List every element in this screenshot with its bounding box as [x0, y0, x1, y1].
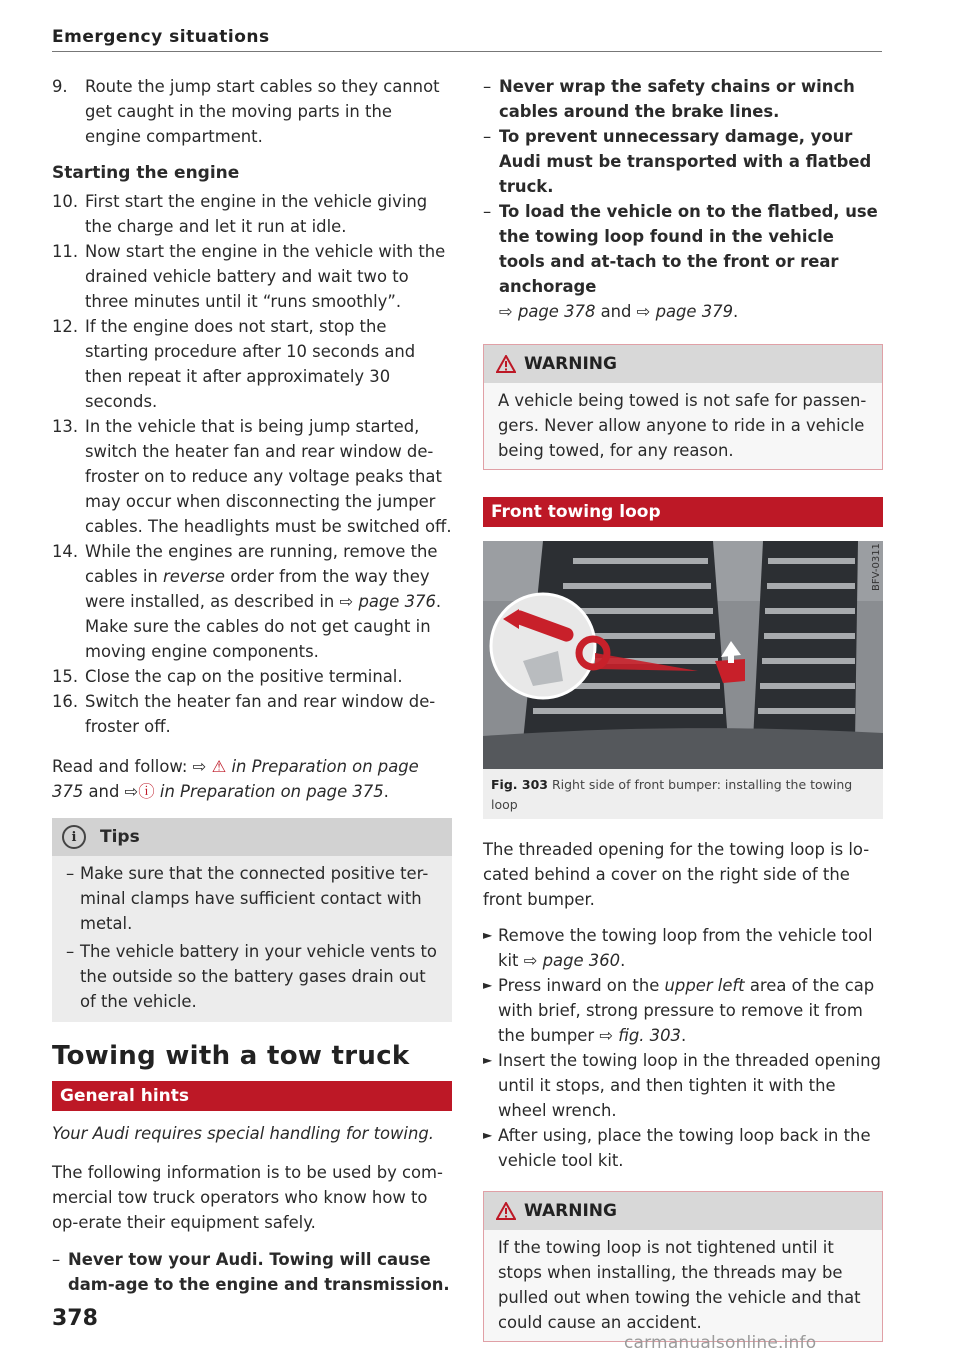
dash-bullet: – — [483, 202, 492, 221]
step-number: 14. — [52, 542, 79, 561]
threaded-opening-text: The threaded opening for the towing loop is lo-cated behind a cover on the right side of the front bumper. — [483, 840, 870, 909]
figure-reference-link[interactable]: ⇨ fig. 303 — [599, 1026, 681, 1045]
step-text: Close the cap on the positive terminal. — [85, 667, 403, 686]
tip-text: The vehicle battery in your vehicle vents to the outside so the battery gases drain out of the vehicle. — [80, 942, 437, 1011]
figure-label: Fig. 303 — [491, 777, 548, 792]
bold-instruction — [52, 1247, 452, 1297]
warning-triangle-icon — [496, 1202, 516, 1220]
tips-box — [52, 818, 452, 1022]
step-text: Switch the heater fan and rear window de-froster off. — [85, 692, 436, 736]
warning-label: WARNING — [524, 1200, 617, 1221]
action-steps — [483, 923, 883, 1173]
page-reference-link[interactable]: ⇨ page 379 — [636, 302, 734, 321]
figure-code: BFV-0311 — [871, 543, 882, 591]
step-number: 10. — [52, 192, 79, 211]
page-number: 378 — [52, 1306, 98, 1331]
starting-engine-heading: Starting the engine — [52, 163, 240, 183]
step-text: First start the engine in the vehicle giving the charge and let it run at idle. — [85, 192, 428, 236]
warning-text: A vehicle being towed is not safe for passen-gers. Never allow anyone to ride in a vehicle being towed, for any reason. — [498, 391, 867, 460]
chapter-title: Emergency situations — [52, 27, 270, 47]
bold-instruction-text: To prevent unnecessary damage, your Audi must be transported with a flatbed truck. — [499, 127, 872, 196]
step-number: 9. — [52, 77, 68, 96]
preparation-link[interactable]: in Preparation on page 375 — [52, 757, 419, 801]
warning-header — [484, 345, 882, 383]
dash-bullet: – — [66, 864, 75, 883]
step-13 — [52, 414, 452, 539]
bold-instruction-text: To load the vehicle on to the flatbed, use the towing loop found in the vehicle tools and at-tach to the front or rear anchorage — [499, 202, 878, 296]
page-reference-link[interactable]: ⇨ page 378 — [499, 302, 596, 321]
tip-item — [52, 861, 452, 936]
step-14 — [52, 539, 452, 664]
step-number: 11. — [52, 242, 79, 261]
step-9 — [52, 74, 452, 149]
step-text: In the vehicle that is being jump started, switch the heater fan and rear window de-froster on to reduce any voltage peaks that may occur when disconnecting the jumper cables. The headlights must be switched off. — [85, 417, 452, 536]
emphasis-reverse: reverse — [163, 567, 225, 586]
action-text-mid: area of the cap with brief, strong pressure to remove it from the bumper — [498, 976, 875, 1045]
towing-loop-illustration — [483, 541, 883, 769]
action-end: . — [680, 1026, 687, 1045]
front-towing-loop-heading: Front towing loop — [483, 497, 883, 527]
action-step — [483, 1048, 883, 1123]
step-text-mid: order from the way they were installed, as described in — [85, 567, 430, 611]
page-reference-link[interactable]: ⇨ page 360 — [523, 951, 621, 970]
dash-bullet: – — [52, 1250, 61, 1269]
step-number: 16. — [52, 692, 79, 711]
step-text: Route the jump start cables so they cannot get caught in the moving parts in the engine compartment. — [85, 77, 440, 146]
warning-box — [483, 344, 883, 470]
figure-caption-text: Right side of front bumper: installing the towing loop — [491, 777, 853, 812]
tips-label: Tips — [100, 826, 140, 847]
action-text: After using, place the towing loop back in the vehicle tool kit. — [498, 1126, 871, 1170]
read-follow-and: and ⇨ — [83, 782, 139, 801]
bold-instruction — [483, 199, 883, 324]
bold-instruction — [483, 124, 883, 199]
ref-end: . — [733, 302, 739, 321]
dash-bullet: – — [483, 77, 492, 96]
read-follow-pre: Read and follow: ⇨ — [52, 757, 212, 776]
emphasis-upper-left: upper left — [664, 976, 745, 995]
bold-instruction-text: Never wrap the safety chains or winch cables around the brake lines. — [499, 77, 855, 121]
step-text-post: . Make sure the cables do not get caught in moving engine components. — [85, 592, 442, 661]
ref-and: and — [595, 302, 637, 321]
warning-label: WARNING — [524, 353, 617, 374]
section-title: Towing with a tow truck — [52, 1041, 410, 1071]
bold-instruction — [483, 74, 883, 124]
warning-triangle-icon — [496, 355, 516, 373]
bold-instruction-text: Never tow your Audi. Towing will cause dam-age to the engine and transmission. — [68, 1250, 450, 1294]
step-number: 15. — [52, 667, 79, 686]
step-15 — [52, 664, 452, 689]
tip-item — [52, 939, 452, 1014]
dash-bullet: – — [66, 942, 75, 961]
triangle-bullet-icon: ► — [483, 1053, 493, 1067]
step-16 — [52, 689, 452, 739]
read-and-follow — [52, 754, 452, 804]
warning-text: If the towing loop is not tightened until it stops when installing, the threads may be pulled out when towing the vehicle and that could cause an accident. — [498, 1238, 861, 1332]
header-divider — [52, 51, 882, 52]
figure-303 — [483, 541, 883, 819]
step-12 — [52, 314, 452, 414]
dash-bullet: – — [483, 127, 492, 146]
tips-header — [52, 818, 452, 856]
action-step — [483, 973, 883, 1048]
warning-header — [484, 1192, 882, 1230]
info-circle-icon: i — [62, 825, 86, 849]
page-reference-link[interactable]: ⇨ page 376 — [339, 592, 436, 611]
left-column — [52, 74, 452, 1297]
general-hints-heading: General hints — [52, 1081, 452, 1111]
step-11 — [52, 239, 452, 314]
caution-circle-icon: ⓘ — [138, 782, 155, 801]
action-text: Press inward on the — [498, 976, 665, 995]
triangle-bullet-icon: ► — [483, 978, 493, 992]
step-text: Now start the engine in the vehicle with the drained vehicle battery and wait two to three minutes until it “runs smoothly”. — [85, 242, 446, 311]
triangle-bullet-icon: ► — [483, 1128, 493, 1142]
tip-text: Make sure that the connected positive ter-minal clamps have sufficient contact with metal. — [80, 864, 429, 933]
step-text: If the engine does not start, stop the starting procedure after 10 seconds and then repeat it after approximately 30 seconds. — [85, 317, 416, 411]
warning-triangle-icon: ⚠ — [211, 757, 227, 776]
triangle-bullet-icon: ► — [483, 928, 493, 942]
intro-italic: Your Audi requires special handling for towing. — [52, 1124, 434, 1143]
figure-caption — [483, 769, 883, 815]
action-text: Remove the towing loop from the vehicle tool kit — [498, 926, 873, 970]
action-text: Insert the towing loop in the threaded opening until it stops, and then tighten it with the wheel wrench. — [498, 1051, 881, 1120]
preparation-link[interactable]: in Preparation on page 375 — [159, 782, 384, 801]
step-number: 13. — [52, 417, 79, 436]
step-text-pre: While the engines are running, remove the cables in — [85, 542, 438, 586]
warning-box — [483, 1191, 883, 1342]
read-follow-end: . — [383, 782, 389, 801]
action-end: . — [620, 951, 626, 970]
step-number: 12. — [52, 317, 79, 336]
action-step — [483, 1123, 883, 1173]
action-step — [483, 923, 883, 973]
right-column — [483, 74, 883, 1342]
intro-text: The following information is to be used by com-mercial tow truck operators who know how to op-erate their equipment safely. — [52, 1163, 443, 1232]
step-10 — [52, 189, 452, 239]
watermark-text: carmanualsonline.info — [624, 1333, 817, 1353]
